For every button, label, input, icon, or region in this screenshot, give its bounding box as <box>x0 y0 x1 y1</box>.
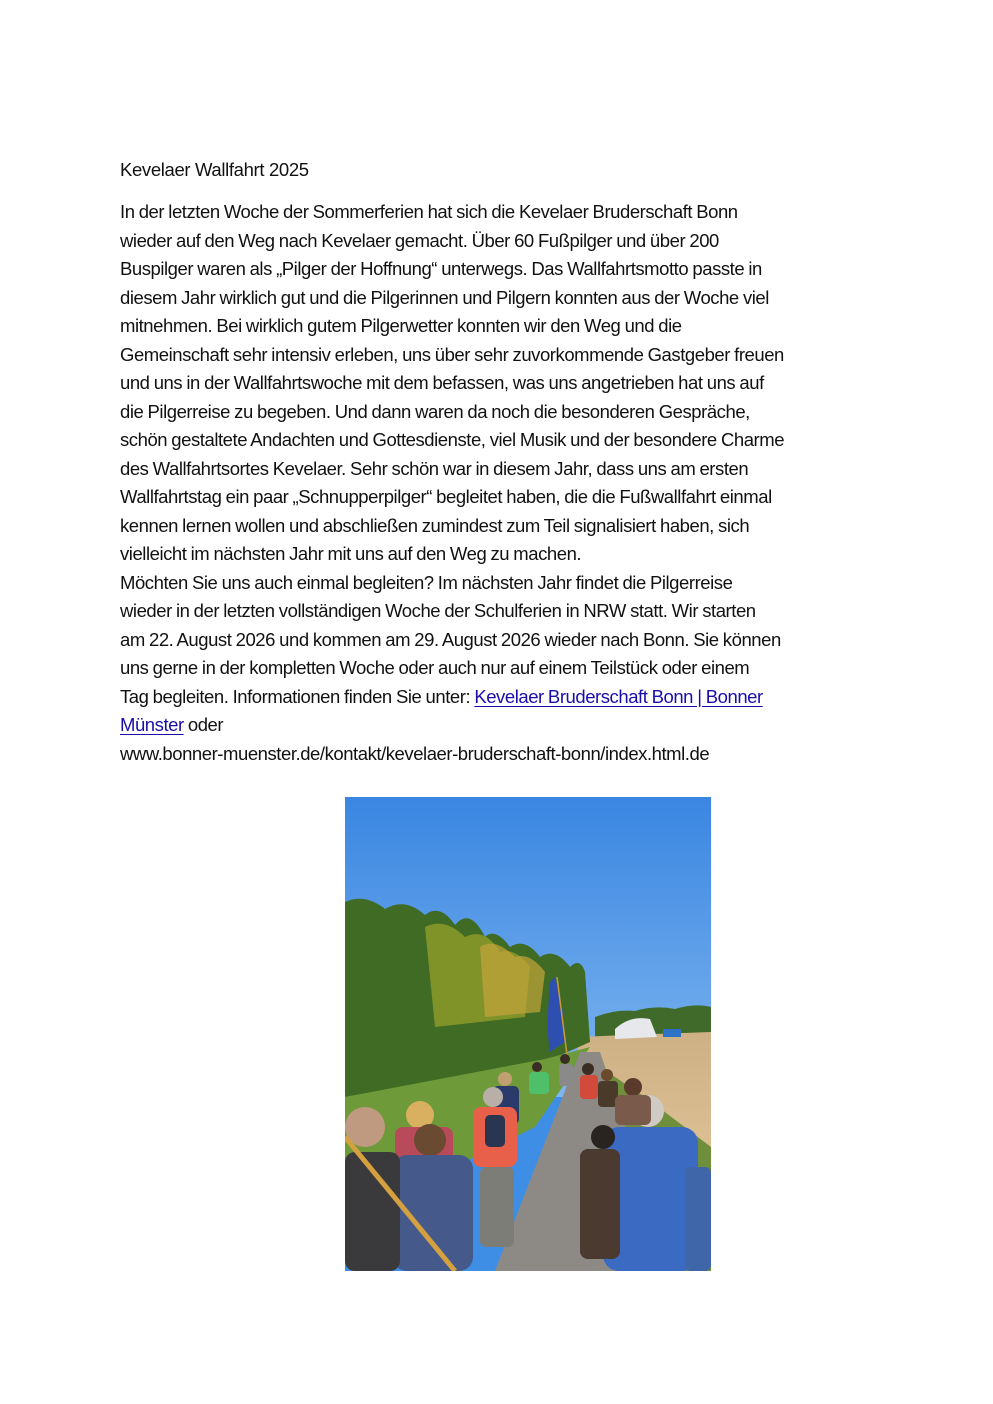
pilgrimage-photo-icon <box>345 797 711 1271</box>
info-line <box>120 683 880 712</box>
blue-container <box>663 1029 681 1037</box>
body-paragraph <box>120 198 880 768</box>
text-line: Möchten Sie uns auch einmal begleiten? Im nächsten Jahr findet die Pilgerreise <box>120 571 733 593</box>
text-line: Wallfahrtstag ein paar „Schnupperpilger“ begleitet haben, die die Fußwallfahrt einmal <box>120 486 772 507</box>
text-line: Gemeinschaft sehr intensiv erleben, uns über sehr zuvorkommende Gastgeber freuen <box>120 343 784 365</box>
text-line: am 22. August 2026 und kommen am 29. August 2026 wieder nach Bonn. Sie können <box>120 628 781 650</box>
text-line: die Pilgerreise zu begeben. Und dann waren da noch die besonderen Gespräche, <box>120 400 750 422</box>
info-prefix: Tag begleiten. Informationen finden Sie unter: <box>120 685 475 707</box>
document-title: Kevelaer Wallfahrt 2025 <box>120 159 309 180</box>
text-line: vielleicht im nächsten Jahr mit uns auf den Weg zu machen. <box>120 543 582 564</box>
text-line: wieder auf den Weg nach Kevelaer gemacht. Über 60 Fußpilger und über 200 <box>120 229 719 251</box>
text-line: uns gerne in der kompletten Woche oder auch nur auf einem Teilstück oder einem <box>120 657 750 678</box>
bruderschaft-link-part2[interactable]: Münster <box>120 714 184 735</box>
text-line: des Wallfahrtsortes Kevelaer. Sehr schön war in diesem Jahr, dass uns am ersten <box>120 457 749 479</box>
bruderschaft-link-part1[interactable]: Kevelaer Bruderschaft Bonn | Bonner <box>474 685 763 707</box>
link-continuation-line <box>120 711 880 740</box>
text-line: In der letzten Woche der Sommerferien hat sich die Kevelaer Bruderschaft Bonn <box>120 201 738 222</box>
after-link-text: oder <box>183 714 224 735</box>
text-line: wieder in der letzten vollständigen Woche der Schulferien in NRW statt. Wir starten <box>120 600 756 621</box>
url-line: www.bonner-muenster.de/kontakt/kevelaer-bruderschaft-bonn/index.html.de <box>120 742 710 764</box>
text-line: schön gestaltete Andachten und Gottesdienste, viel Musik und der besondere Charme <box>120 429 785 450</box>
pilgrimage-photo <box>345 797 711 1271</box>
text-line: Buspilger waren als „Pilger der Hoffnung“ unterwegs. Das Wallfahrtsmotto passte in <box>120 258 762 279</box>
text-line: kennen lernen wollen und abschließen zumindest zum Teil signalisiert haben, sich <box>120 514 750 536</box>
text-line: diesem Jahr wirklich gut und die Pilgerinnen und Pilgern konnten aus der Woche viel <box>120 286 769 308</box>
text-line: und uns in der Wallfahrtswoche mit dem befassen, was uns angetrieben hat uns auf <box>120 372 764 393</box>
text-line: mitnehmen. Bei wirklich gutem Pilgerwetter konnten wir den Weg und die <box>120 315 682 336</box>
